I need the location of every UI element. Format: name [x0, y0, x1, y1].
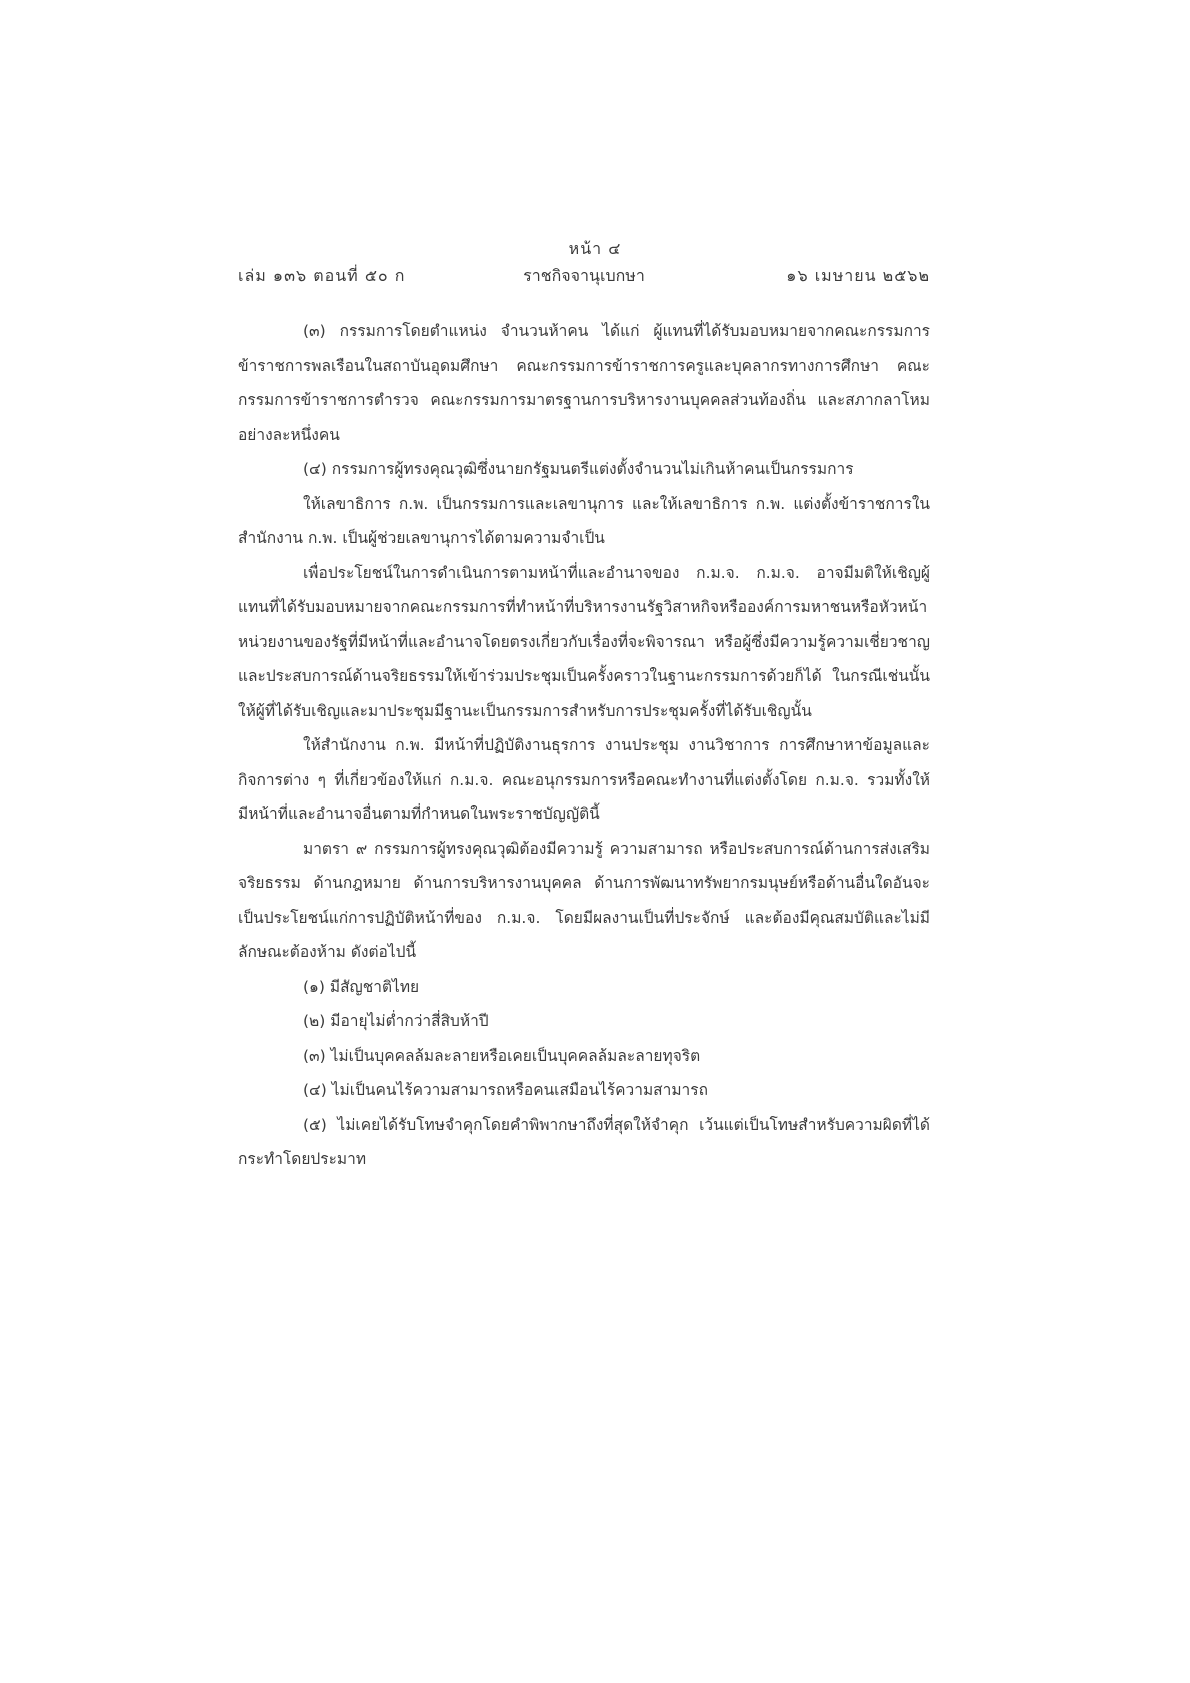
gazette-header: [238, 264, 930, 288]
gazette-title: ราชกิจจานุเบกษา: [523, 266, 645, 285]
list-item: (๕) ไม่เคยได้รับโทษจำคุกโดยคำพิพากษาถึงที่สุดให้จำคุก เว้นแต่เป็นโทษสำหรับความผิดที่ได้กระทำโดยประมาท: [238, 1115, 930, 1168]
volume-issue: เล่ม ๑๓๖ ตอนที่ ๕๐ ก: [238, 266, 406, 285]
section-9-paragraph: มาตรา ๙ กรรมการผู้ทรงคุณวุฒิต้องมีความรู้ ความสามารถ หรือประสบการณ์ด้านการส่งเสริมจริยธรรม ด้านกฎหมาย ด้านการบริหารงานบุคคล ด้านการพัฒนาทรัพยากรมนุษย์หรือด้านอื่นใดอันจะเป็นประโยชน์แก่การปฏิบัติหน้าที่ของ ก.ม.จ. โดยมีผลงานเป็นที่ประจักษ์ และต้องมีคุณสมบัติและไม่มีลักษณะต้องห้าม ดังต่อไปนี้: [238, 839, 930, 961]
page-number: หน้า ๔: [568, 239, 622, 258]
list-item: (๑) มีสัญชาติไทย: [303, 977, 420, 996]
list-item: (๒) มีอายุไม่ต่ำกว่าสี่สิบห้าปี: [303, 1012, 489, 1030]
paragraph: (๓) กรรมการโดยตำแหน่ง จำนวนห้าคน ได้แก่ ผู้แทนที่ได้รับมอบหมายจากคณะกรรมการข้าราชการพลเรือนในสถาบันอุดมศึกษา คณะกรรมการข้าราชการครูและบุคลากรทางการศึกษา คณะกรรมการข้าราชการตำรวจ คณะกรรมการมาตรฐานการบริหารงานบุคคลส่วนท้องถิ่น และสภากลาโหม อย่างละหนึ่งคน: [238, 322, 930, 444]
list-item: (๔) ไม่เป็นคนไร้ความสามารถหรือคนเสมือนไร้ความสามารถ: [303, 1081, 708, 1099]
publication-date: ๑๖ เมษายน ๒๕๖๒: [786, 266, 930, 285]
document-body: [238, 314, 930, 1177]
paragraph: เพื่อประโยชน์ในการดำเนินการตามหน้าที่และอำนาจของ ก.ม.จ. ก.ม.จ. อาจมีมติให้เชิญผู้แทนที่ได้รับมอบหมายจากคณะกรรมการที่ทำหน้าที่บริหารงานรัฐวิสาหกิจหรือองค์การมหาชนหรือหัวหน้าหน่วยงานของรัฐที่มีหน้าที่และอำนาจโดยตรงเกี่ยวกับเรื่องที่จะพิจารณา หรือผู้ซึ่งมีความรู้ความเชี่ยวชาญและประสบการณ์ด้านจริยธรรมให้เข้าร่วมประชุมเป็นครั้งคราวในฐานะกรรมการด้วยก็ได้ ในกรณีเช่นนั้น ให้ผู้ที่ได้รับเชิญและมาประชุมมีฐานะเป็นกรรมการสำหรับการประชุมครั้งที่ได้รับเชิญนั้น: [238, 563, 930, 720]
list-item: (๓) ไม่เป็นบุคคลล้มละลายหรือเคยเป็นบุคคลล้มละลายทุจริต: [303, 1046, 701, 1065]
paragraph: (๔) กรรมการผู้ทรงคุณวุฒิซึ่งนายกรัฐมนตรีแต่งตั้งจำนวนไม่เกินห้าคนเป็นกรรมการ: [303, 460, 854, 478]
paragraph: ให้สำนักงาน ก.พ. มีหน้าที่ปฏิบัติงานธุรการ งานประชุม งานวิชาการ การศึกษาหาข้อมูลและกิจการต่าง ๆ ที่เกี่ยวข้องให้แก่ ก.ม.จ. คณะอนุกรรมการหรือคณะทำงานที่แต่งตั้งโดย ก.ม.จ. รวมทั้งให้มีหน้าที่และอำนาจอื่นตามที่กำหนดในพระราชบัญญัตินี้: [238, 736, 930, 823]
paragraph: ให้เลขาธิการ ก.พ. เป็นกรรมการและเลขานุการ และให้เลขาธิการ ก.พ. แต่งตั้งข้าราชการในสำนักงาน ก.พ. เป็นผู้ช่วยเลขานุการได้ตามความจำเป็น: [238, 494, 930, 547]
